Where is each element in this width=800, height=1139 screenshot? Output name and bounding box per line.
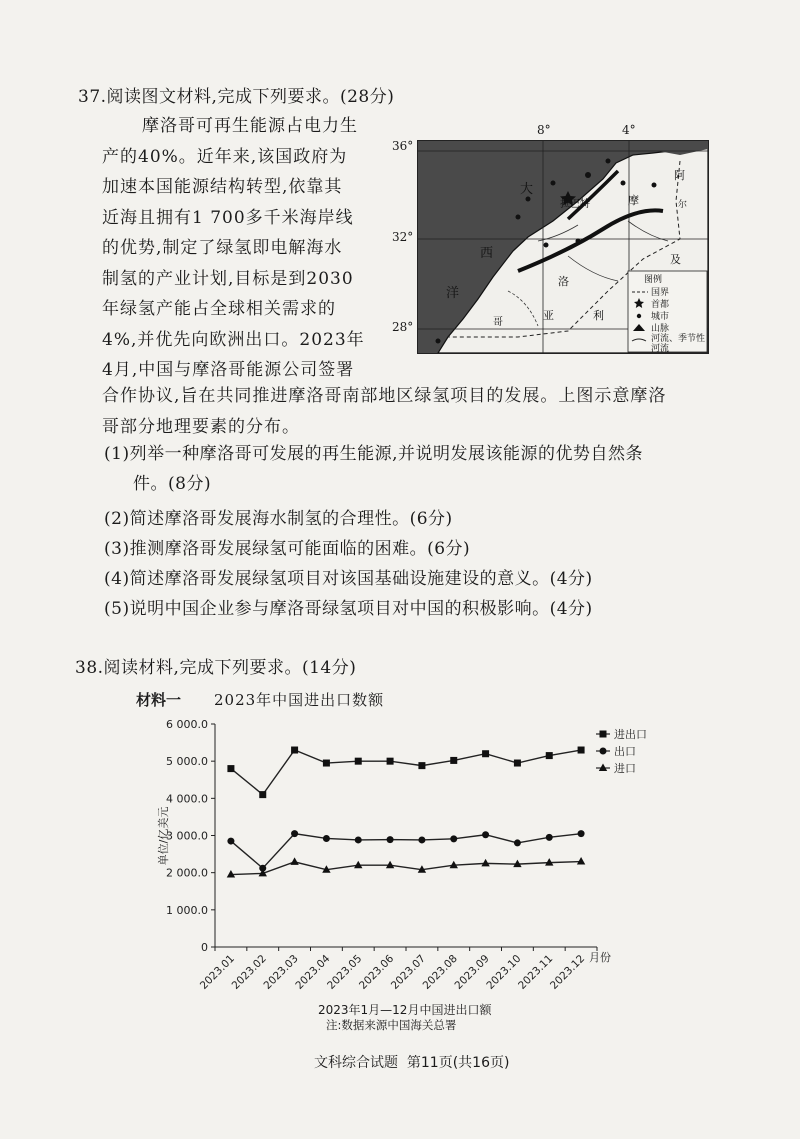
morocco-map [417, 140, 709, 354]
x-tick-label: 2023.02 [229, 952, 269, 992]
q37-material-cont [102, 381, 722, 442]
x-tick-label: 2023.01 [197, 952, 238, 992]
map-label-country-1: 洛 [558, 275, 569, 288]
page-footer: 文科综合试题 第11页(共16页) [314, 1055, 510, 1071]
chart-caption: 2023年1月—12月中国进出口额 [318, 1003, 492, 1017]
data-point [227, 838, 234, 845]
data-point [354, 861, 362, 869]
data-point [450, 757, 457, 764]
material-title: 2023年中国进出口数额 [214, 691, 385, 709]
data-point [481, 859, 489, 867]
y-tick-label: 1 000.0 [166, 903, 208, 917]
q37-line: 的优势,制定了绿氢即电解海水 [102, 238, 343, 258]
legend-item: 山脉 [651, 324, 670, 334]
q37-line: 哥部分地理要素的分布。 [102, 416, 300, 437]
q37-sub1-cont: 件。(8分) [133, 474, 212, 494]
data-point [418, 762, 425, 769]
q37-line: 近海且拥有1 700多千米海岸线 [102, 207, 354, 228]
x-tick-label: 2023.09 [452, 952, 492, 992]
y-tick-label: 0 [201, 941, 208, 954]
q37-sub2: (2)简述摩洛哥发展海水制氢的合理性。(6分) [104, 509, 453, 529]
map-label-sea-0: 大 [520, 182, 534, 197]
map-label-capital: 拉巴特 [560, 199, 590, 210]
q37-sub5: (5)说明中国企业参与摩洛哥绿氢项目对中国的积极影响。(4分) [104, 599, 593, 619]
x-tick-label: 2023.04 [293, 952, 333, 992]
legend-item: 首都 [651, 300, 670, 310]
data-point [323, 760, 330, 767]
x-tick-label: 2023.06 [357, 952, 397, 992]
chart-note: 注:数据来源中国海关总署 [326, 1018, 457, 1032]
map-lat-label: 36° [392, 139, 414, 153]
data-point [577, 857, 585, 865]
map-label-sea-2: 洋 [446, 286, 460, 301]
q37-line: 产的40%。近年来,该国政府为 [102, 146, 348, 167]
y-tick-label: 2 000.0 [166, 866, 208, 880]
data-point [355, 836, 362, 843]
data-point [227, 765, 234, 772]
map-label-alg-4: 亚 [543, 309, 554, 322]
y-axis-label: 单位/亿美元 [157, 806, 170, 866]
data-point [290, 857, 298, 865]
x-tick-label: 2023.11 [516, 952, 556, 992]
map-label-country-0: 摩 [628, 194, 639, 207]
legend-label: 出口 [614, 745, 636, 758]
data-point [259, 791, 266, 798]
data-point [514, 760, 521, 767]
material-label: 材料一 [136, 691, 182, 709]
legend-item: 河流、季节性 [651, 334, 706, 344]
y-tick-label: 5 000.0 [166, 755, 208, 769]
legend-title: 图例 [644, 275, 663, 285]
legend-marker [600, 748, 607, 755]
q37-line: 年绿氢产能占全球相关需求的 [102, 299, 336, 319]
x-tick-label: 2023.10 [484, 952, 524, 992]
q37-material [102, 111, 387, 386]
legend-marker [600, 731, 607, 738]
legend-item: 城市 [651, 312, 670, 322]
legend-item: 国界 [651, 288, 670, 298]
map-graphic [418, 141, 708, 353]
q37-line: 制氢的产业计划,目标是到2030 [102, 268, 354, 289]
x-tick-label: 2023.08 [420, 952, 460, 992]
q37-line: 4%,并优先向欧洲出口。2023年 [102, 329, 365, 350]
data-point [291, 830, 298, 837]
map-label-country-2: 哥 [493, 317, 503, 328]
data-point [291, 747, 298, 754]
map-label-alg-2: 及 [670, 253, 681, 266]
series-line-2 [231, 862, 581, 875]
x-axis-label: 月份 [589, 951, 611, 964]
map-label-alg-1: 尔 [678, 200, 688, 210]
data-point [482, 831, 489, 838]
data-point [387, 836, 394, 843]
data-point [323, 835, 330, 842]
q37-sub3: (3)推测摩洛哥发展绿氢可能面临的困难。(6分) [104, 539, 471, 559]
data-point [482, 750, 489, 757]
series-line-0 [231, 750, 581, 795]
data-point [418, 836, 425, 843]
data-point [578, 830, 585, 837]
map-label-alg-3: 利 [593, 309, 604, 322]
q37-line: 4月,中国与摩洛哥能源公司签署 [102, 360, 355, 380]
q37-line: 合作协议,旨在共同推进摩洛哥南部地区绿氢项目的发展。上图示意摩洛 [102, 386, 667, 406]
data-point [355, 758, 362, 765]
map-lon-label: 4° [622, 123, 636, 137]
data-point [578, 747, 585, 754]
data-point [386, 861, 394, 869]
q38-header: 38.阅读材料,完成下列要求。(14分) [75, 658, 357, 678]
legend-label: 进口 [614, 762, 636, 775]
map-lon-label: 8° [537, 123, 551, 137]
x-tick-label: 2023.12 [548, 952, 588, 992]
q37-sub4: (4)简述摩洛哥发展绿氢项目对该国基础设施建设的意义。(4分) [104, 569, 593, 589]
y-tick-label: 3 000.0 [166, 829, 208, 843]
map-label-alg-0: 阿 [674, 169, 685, 182]
q37-line: 加速本国能源结构转型,依靠其 [102, 177, 343, 197]
x-tick-label: 2023.03 [261, 952, 301, 992]
map-lat-label: 28° [392, 320, 414, 334]
q37-header: 37.阅读图文材料,完成下列要求。(28分) [78, 87, 395, 107]
x-tick-label: 2023.07 [388, 952, 429, 992]
data-point [546, 834, 553, 841]
y-tick-label: 6 000.0 [166, 718, 208, 731]
q37-sub1: (1)列举一种摩洛哥可发展的再生能源,并说明发展该能源的优势自然条 [104, 444, 643, 464]
data-point [546, 752, 553, 759]
data-point [387, 758, 394, 765]
y-tick-label: 4 000.0 [166, 792, 208, 806]
data-point [450, 835, 457, 842]
legend-marker [599, 764, 607, 772]
x-tick-label: 2023.05 [325, 952, 365, 992]
legend-label: 进出口 [614, 728, 647, 741]
data-point [514, 839, 521, 846]
map-label-sea-1: 西 [480, 246, 494, 261]
map-lat-label: 32° [392, 230, 414, 244]
q37-line: 摩洛哥可再生能源占电力生 [142, 116, 358, 136]
legend-item: 河流 [651, 344, 670, 353]
trade-line-chart [0, 700, 800, 1040]
